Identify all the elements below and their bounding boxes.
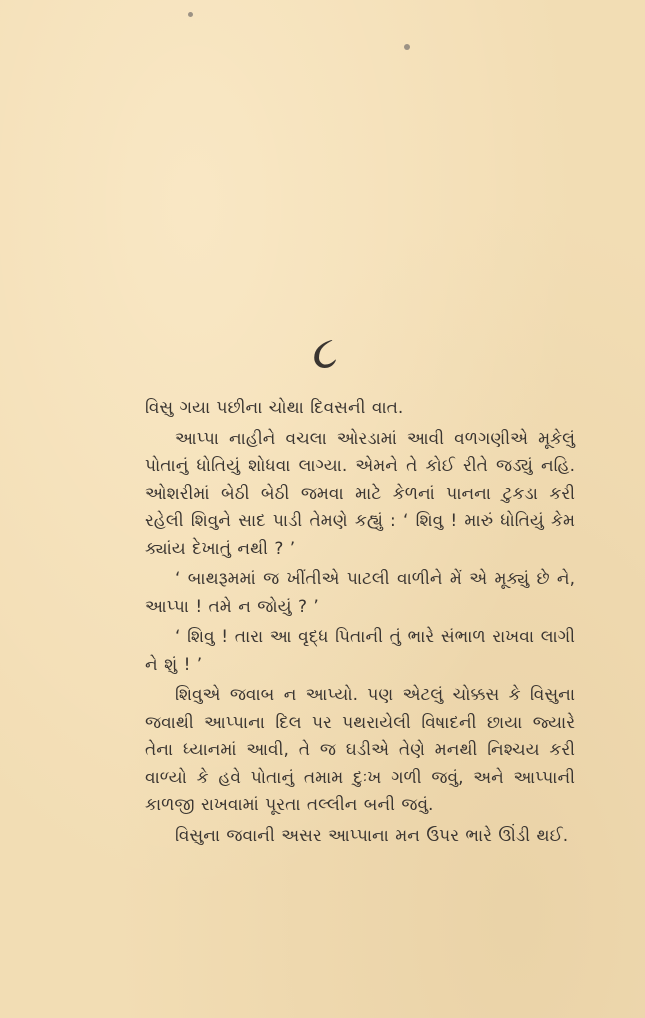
paragraph-5: શિવુએ જવાબ ન આપ્યો. પણ એટલું ચોક્કસ કે વિસુના જવાથી આપ્પાના દિલ પર પથરાયેલી વિષાદની છાયા જ્યારે તેના ધ્યાનમાં આવી, તે જ ઘડીએ તેણે મનથી નિશ્ચય કરી વાળ્યો કે હવે પોતાનું તમામ દુઃખ ગળી જવું, અને આપ્પાની કાળજી રાખવામાં પૂરતા તલ્લીન બની જવું.	[145, 685, 575, 815]
paragraph-2: આપ્પા નાહીને વચલા ઓરડામાં આવી વળગણીએ મૂકેલું પોતાનું ધોતિયું શોધવા લાગ્યા. એમને તે કોઈ રીતે જડ્યું નહિ. ઓશરીમાં બેઠી બેઠી જમવા માટે કેળનાં પાનના ટુકડા કરી રહેલી શિવુને સાદ પાડી તેમણે કહ્યું : ‘ શિવુ ! મારું ધોતિયું કેમ ક્યાંય દેખાતું નથી ? ’	[145, 428, 575, 559]
paper-speck	[404, 44, 410, 50]
paragraph-4: ‘ શિવુ ! તારા આ વૃદ્ધ પિતાની તું ભારે સંભાળ રાખવા લાગી ને શું ! ’	[145, 627, 575, 675]
paragraph-3: ‘ બાથરૂમમાં જ ખીંતીએ પાટલી વાળીને મેં એ મૂક્યું છે ને, આપ્પા ! તમે ન જોયું ? ’	[145, 569, 575, 617]
paragraph-6: વિસુના જવાની અસર આપ્પાના મન ઉપર ભારે ઊંડી થઈ.	[175, 825, 569, 846]
paragraph-1: વિસુ ગયા પછીના ચોથા દિવસની વાત.	[145, 398, 404, 418]
chapter-number: ૮	[312, 325, 338, 379]
paper-speck	[188, 12, 193, 17]
chapter-body	[145, 395, 575, 850]
